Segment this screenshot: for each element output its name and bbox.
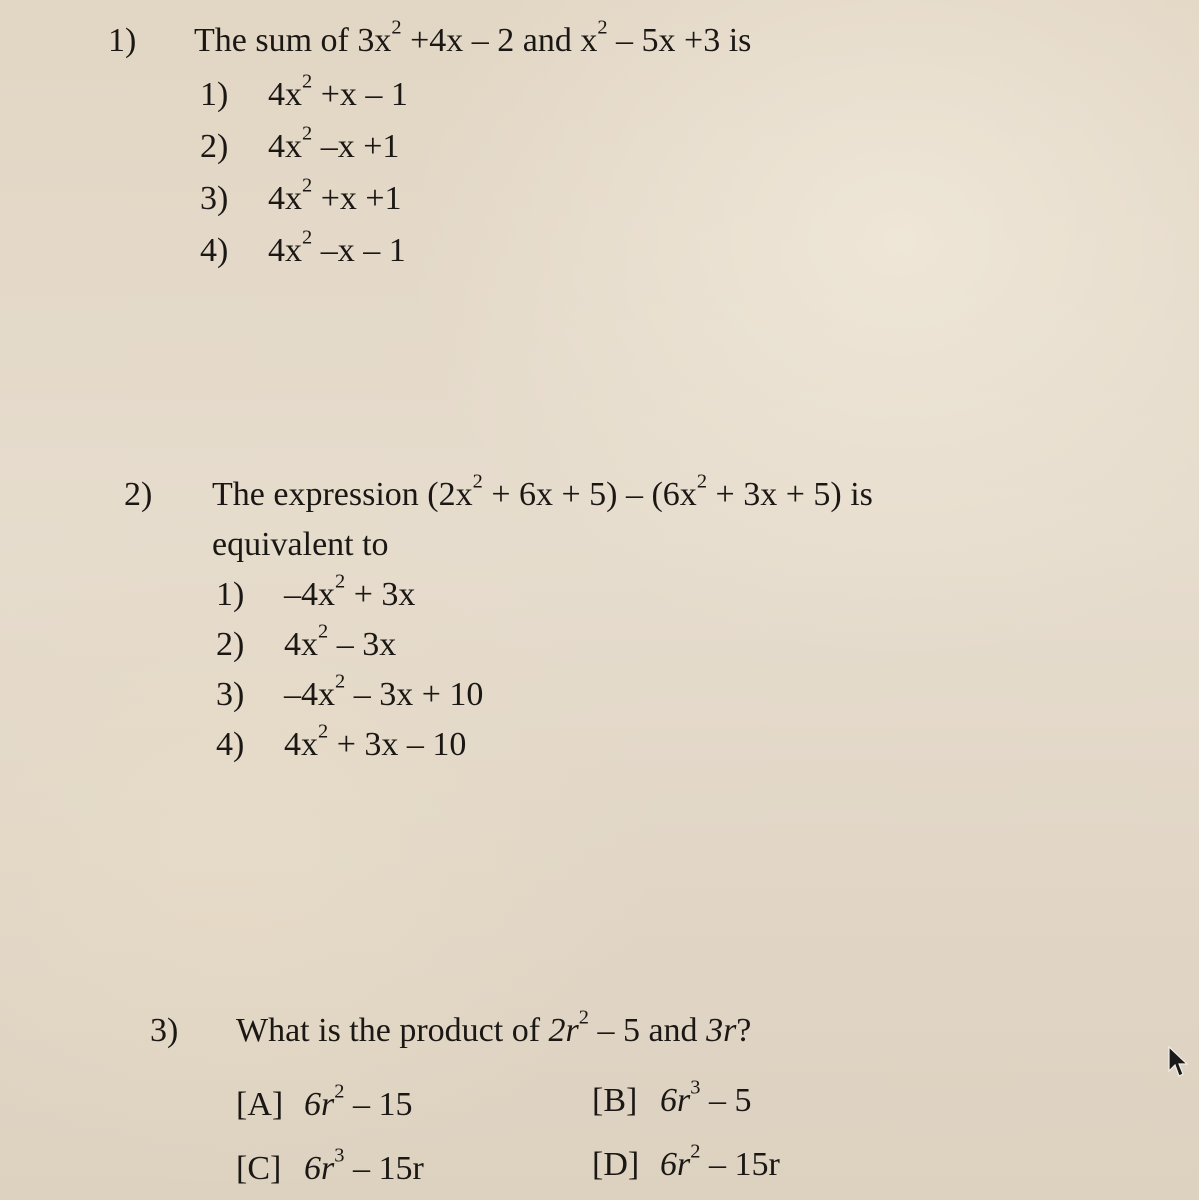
question-2-stem-line-2: equivalent to bbox=[212, 526, 389, 563]
question-1-number: 1) bbox=[108, 22, 137, 59]
question-2-choice-3[interactable]: 3) $-4x^2 - 3x + 10$ bbox=[216, 670, 484, 713]
question-3-stem: What is the product of $2r^2 - 5$ and 3r? bbox=[236, 1006, 752, 1049]
question-1-choice-1[interactable]: 1) $4x^2 +x - 1$ bbox=[200, 70, 408, 113]
question-1-choice-3[interactable]: 3) $4x^2 +x +1$ bbox=[200, 174, 402, 217]
question-2-stem: The expression $(2x^2 + 6x + 5) - (6x^2 + 3x + 5)$ is bbox=[212, 470, 873, 513]
question-3-number: 3) bbox=[150, 1012, 179, 1049]
question-2 bbox=[124, 470, 944, 780]
mouse-pointer-shape bbox=[1169, 1047, 1187, 1076]
question-2-choice-1[interactable]: 1) $-4x^2 + 3x$ bbox=[216, 570, 416, 613]
question-1-choice-2[interactable]: 2) $4x^2$ –x +1 bbox=[200, 122, 400, 165]
question-3-choice-b[interactable]: [B] $6r^3 - 5$ bbox=[592, 1076, 752, 1119]
question-2-number: 2) bbox=[124, 476, 153, 513]
question-3 bbox=[150, 1006, 910, 1196]
question-3-choice-d[interactable]: [D] $6r^2 - 15r$ bbox=[592, 1140, 780, 1183]
question-1-stem: The sum of $3x^2 +4x - 2$ and $x^2 - 5x +3$ is bbox=[194, 16, 752, 59]
question-2-choice-4[interactable]: 4) $4x^2 + 3x - 10$ bbox=[216, 720, 467, 763]
question-3-choice-a[interactable]: [A] $6r^2 - 15$ bbox=[236, 1080, 413, 1123]
question-3-choice-c[interactable]: [C] $6r^3 - 15r$ bbox=[236, 1144, 424, 1187]
question-1 bbox=[108, 16, 868, 276]
question-2-choice-2[interactable]: 2) $4x^2 - 3x$ bbox=[216, 620, 397, 663]
mouse-pointer-icon bbox=[1166, 1045, 1188, 1079]
question-1-choice-4[interactable]: 4) $4x^2$ –x – 1 bbox=[200, 226, 406, 269]
